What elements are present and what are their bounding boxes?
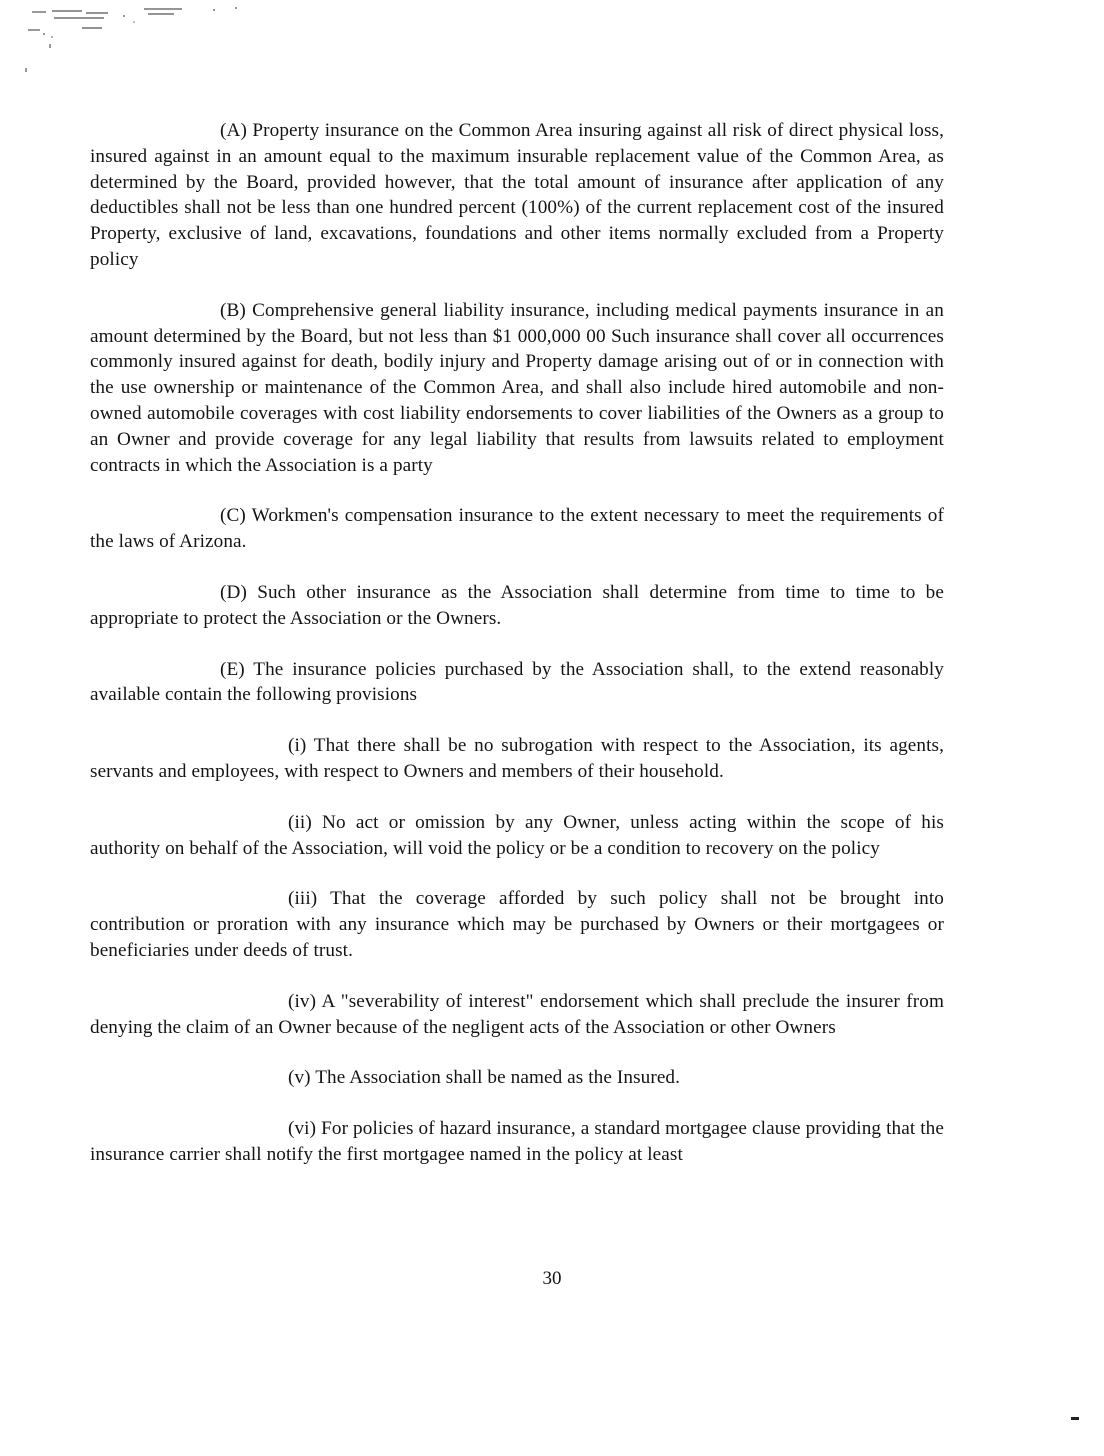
paragraph-a: (A) Property insurance on the Common Area insuring against all risk of direct physical loss, insured against in an amount equal to the maximum insurable replacement value of the Common Area, as determined by the Board, provided however, that the total amount of insurance after application of any deductibles shall not be less than one hundred percent (100%) of the current replacement cost of the insured Property, exclusive of land, excavations, foundations and other items normally excluded from a Property policy xyxy=(90,120,944,270)
clause-v: (v) The Association shall be named as the Insured. xyxy=(288,1067,681,1089)
scan-artifact-marks xyxy=(24,4,264,74)
clause-i: (i) That there shall be no subrogation with respect to the Association, its agents, servants and employees, with respect to Owners and members of their household. xyxy=(90,735,944,782)
clause-iv: (iv) A "severability of interest" endorsement which shall preclude the insurer from denying the claim of an Owner because of the negligent acts of the Association or other Owners xyxy=(90,990,944,1038)
paragraph-e: (E) The insurance policies purchased by the Association shall, to the extend reasonably available contain the following provisions xyxy=(90,658,944,706)
document-body xyxy=(90,118,944,1168)
paragraph-c: (C) Workmen's compensation insurance to the extent necessary to meet the requirements of the laws of Arizona. xyxy=(90,505,944,553)
clause-iii: (iii) That the coverage afforded by such policy shall not be brought into contribution or proration with any insurance which may be purchased by Owners or their mortgagees or beneficiaries under deeds of trust. xyxy=(90,888,944,961)
clause-ii: (ii) No act or omission by any Owner, unless acting within the scope of his authority on behalf of the Association, will void the policy or be a condition to recovery on the policy xyxy=(90,811,944,859)
clause-vi: (vi) For policies of hazard insurance, a standard mortgagee clause providing that the insurance carrier shall notify the first mortgagee named in the policy at least xyxy=(90,1118,944,1165)
page-number: 30 xyxy=(542,1268,562,1289)
scan-edge-mark xyxy=(1071,1417,1079,1420)
paragraph-d: (D) Such other insurance as the Association shall determine from time to time to be appropriate to protect the Association or the Owners. xyxy=(90,581,944,629)
paragraph-b: (B) Comprehensive general liability insurance, including medical payments insurance in an amount determined by the Board, but not less than $1 000,000 00 Such insurance shall cover all occurrences commonly insured against for death, bodily injury and Property damage arising out of or in connection with the use ownership or maintenance of the Common Area, and shall also include hired automobile and non-owned automobile coverages with cost liability endorsements to cover liabilities of the Owners as a group to an Owner and provide coverage for any legal liability that results from lawsuits related to employment contracts in which the Association is a party xyxy=(90,299,944,476)
